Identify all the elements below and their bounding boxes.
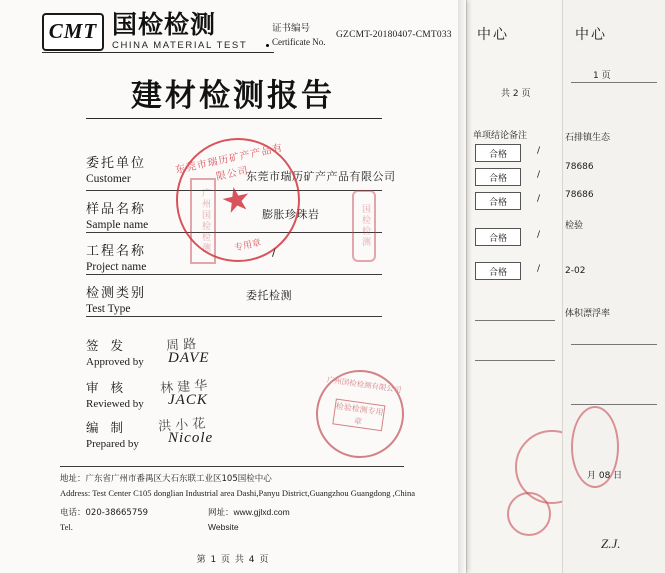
bg1-slash-5: / bbox=[537, 264, 541, 274]
bg1-slash-2: / bbox=[537, 170, 541, 180]
bg1-slash-3: / bbox=[537, 194, 541, 204]
signature-prepared-label-cn: 编 制 bbox=[86, 420, 127, 435]
bg1-slash-4: / bbox=[537, 230, 541, 240]
vertical-seal-1: 广州国检检测 bbox=[190, 178, 216, 264]
field-project-name-label-cn: 工程名称 bbox=[86, 244, 147, 259]
bg1-cell-4: 合格 bbox=[475, 228, 521, 246]
header-divider bbox=[42, 52, 274, 53]
footer-tel-cn-text: 电话：020-38665759 bbox=[60, 508, 149, 518]
bg1-rule-2 bbox=[475, 360, 555, 361]
company-seal-bottom-text: 专用章 bbox=[233, 238, 263, 254]
field-project-name-label-en: Project name bbox=[86, 261, 147, 273]
footer-web-cn bbox=[208, 506, 290, 518]
signature-approved-hand-cn: 周 路 bbox=[165, 336, 197, 355]
certificate-number-label-en: Certificate No. bbox=[272, 36, 326, 47]
certificate-number-value: GZCMT-20180407-CMT033 bbox=[336, 30, 452, 40]
signature-reviewed-label-cn: 审 核 bbox=[86, 380, 127, 395]
cmt-logo-text: CMT bbox=[48, 19, 98, 43]
signature-reviewed-hand-cn: 林 建 华 bbox=[159, 378, 208, 397]
bg1-stamp-arc-2 bbox=[507, 492, 551, 536]
signature-approved-hand-en: DAVE bbox=[168, 350, 210, 366]
footer-tel-cn bbox=[60, 506, 148, 518]
bg2-line-1: 石排镇生态 bbox=[565, 133, 611, 143]
bg1-cell-2: 合格 bbox=[475, 168, 521, 186]
signature-approved-label-cn: 签 发 bbox=[86, 338, 127, 353]
bg2-stamp-arc bbox=[571, 406, 619, 488]
title-underline bbox=[86, 118, 382, 119]
field-customer-value: 东莞市瑞历矿产产品有限公司 bbox=[246, 170, 396, 183]
field-project-name-rule bbox=[86, 274, 382, 275]
bg2-page-label: 1 页 bbox=[593, 71, 611, 81]
signature-prepared-hand-cn: 洪 小 花 bbox=[157, 416, 206, 435]
signature-reviewed-label-en: Reviewed by bbox=[86, 398, 144, 410]
bg2-line-3: 78686 bbox=[565, 190, 594, 200]
page-title: 建材检测报告 bbox=[131, 78, 335, 114]
signature-prepared-label-en: Prepared by bbox=[86, 438, 139, 450]
signature-prepared bbox=[86, 418, 139, 450]
footer-divider bbox=[60, 466, 404, 467]
field-test-type-label-cn: 检测类别 bbox=[86, 286, 147, 301]
bg2-rule-top bbox=[571, 82, 657, 83]
bg1-cell-5: 合格 bbox=[475, 262, 521, 280]
bg2-line-6: 体积漂浮率 bbox=[565, 309, 611, 319]
field-customer-label-cn: 委托单位 bbox=[86, 156, 147, 171]
page-number: 第 1 页 共 4 页 bbox=[196, 555, 270, 565]
field-test-type-value: 委托检测 bbox=[246, 289, 292, 302]
bg2-line-4: 检验 bbox=[565, 221, 584, 231]
bg1-slash-1: / bbox=[537, 146, 541, 156]
cmt-logo-icon bbox=[42, 13, 104, 51]
bg1-note-header: 单项结论备注 bbox=[473, 131, 528, 141]
bg1-page-count: 共 2 页 bbox=[501, 89, 531, 99]
bg1-rule-1 bbox=[475, 320, 555, 321]
bg1-header: 中心 bbox=[477, 27, 509, 43]
signature-reviewed-hand-en: JACK bbox=[168, 392, 208, 408]
footer-web-en-text: Website bbox=[208, 522, 239, 532]
field-sample-name-label-en: Sample name bbox=[86, 219, 149, 231]
field-test-type-label-en: Test Type bbox=[86, 303, 131, 315]
bg2-line-5: 2-02 bbox=[565, 266, 586, 276]
field-test-type bbox=[86, 282, 386, 315]
vertical-seal-2: 国检检测 bbox=[352, 190, 376, 262]
bg1-cell-1: 合格 bbox=[475, 144, 521, 162]
footer-tel-en-text: Tel. bbox=[60, 522, 73, 532]
footer-web-cn-text: 网址：www.gjlxd.com bbox=[208, 507, 290, 517]
testing-seal-top-text: 广州国检检测有限公司 bbox=[326, 375, 402, 395]
company-seal-stamp: 东莞市瑞历矿产产品有限公司 ★ 专用章 bbox=[164, 126, 311, 273]
certificate-number-label-cn: 证书编号 bbox=[272, 23, 311, 34]
certificate-number-bullet bbox=[266, 44, 269, 47]
field-customer-label-en: Customer bbox=[86, 173, 131, 185]
company-seal-top-text: 东莞市瑞历矿产产品有限公司 bbox=[174, 142, 285, 183]
field-project-name-value: / bbox=[272, 246, 277, 259]
signature-reviewed bbox=[86, 378, 144, 410]
footer-address-cn bbox=[60, 472, 272, 484]
bg2-date-fragment: 月 08 日 bbox=[587, 471, 623, 481]
background-sheet-1 bbox=[466, 0, 563, 573]
footer-address-en-text: Address: Test Center C105 donglian Industrial area Dashi,Panyu District,Guangzhou Guangdong ,China bbox=[60, 488, 416, 498]
brand-name-en: CHINA MATERIAL TEST bbox=[112, 40, 248, 51]
testing-seal-stamp bbox=[310, 364, 409, 463]
bg2-line-2: 78686 bbox=[565, 162, 594, 172]
footer-address-cn-text: 地址：广东省广州市番禺区大石东联工业区105国检中心 bbox=[60, 474, 272, 484]
brand-name-cn: 国检检测 bbox=[112, 10, 217, 39]
bg2-rule-low bbox=[571, 404, 657, 405]
background-sheet-2 bbox=[562, 0, 665, 573]
signature-approved-label-en: Approved by bbox=[86, 356, 144, 368]
signature-approved bbox=[86, 336, 144, 368]
field-test-type-rule bbox=[86, 316, 382, 317]
brand-logo bbox=[42, 12, 247, 51]
footer-web-en bbox=[208, 522, 239, 532]
testing-seal-inner-text: 检验检测专用章 bbox=[332, 398, 385, 431]
field-sample-name-value: 膨胀珍珠岩 bbox=[262, 208, 320, 221]
bg2-signature-scribble: Z.J. bbox=[601, 536, 621, 551]
bg1-cell-3: 合格 bbox=[475, 192, 521, 210]
field-sample-name-label-cn: 样品名称 bbox=[86, 202, 147, 217]
bg2-rule-mid bbox=[571, 344, 657, 345]
footer-address-en bbox=[60, 488, 415, 498]
signature-prepared-hand-en: Nicole bbox=[168, 430, 214, 446]
bg2-header: 中心 bbox=[575, 27, 607, 43]
certificate-number-label bbox=[272, 22, 325, 49]
footer-tel-en bbox=[60, 522, 73, 532]
